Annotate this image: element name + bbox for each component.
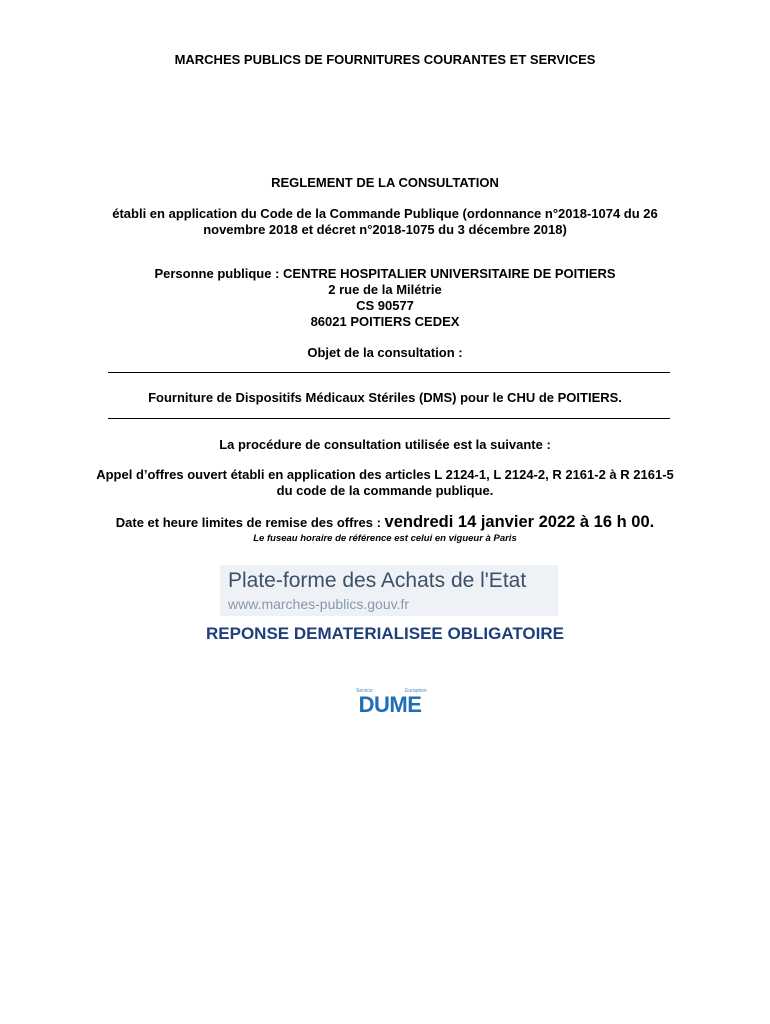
dume-logo [353, 688, 427, 718]
document-title: REGLEMENT DE LA CONSULTATION [271, 175, 499, 190]
mandatory-electronic-response: REPONSE DEMATERIALISEE OBLIGATOIRE [206, 624, 564, 643]
timezone-note: Le fuseau horaire de référence est celui en vigueur à Paris [253, 533, 517, 544]
dume-logo-text: DUME [358, 692, 422, 717]
procedure-line-1: Appel d’offres ouvert établi en application des articles L 2124-1, L 2124-2, R 2161-2 à R 2161-5 [96, 467, 674, 482]
legal-basis-line-1: établi en application du Code de la Commande Publique (ordonnance n°2018-1074 du 26 [112, 206, 658, 221]
deadline-label: Date et heure limites de remise des offres : [115, 515, 385, 530]
buyer-street: 2 rue de la Milétrie [328, 282, 442, 297]
divider-bottom [108, 418, 670, 419]
deadline-value: vendredi 14 janvier 2022 à 16 h 00. [384, 513, 655, 531]
object-label: Objet de la consultation : [307, 345, 463, 360]
platform-url: www.marches-publics.gouv.fr [228, 596, 410, 612]
buyer-po-box: CS 90577 [356, 298, 414, 313]
document-header: MARCHES PUBLICS DE FOURNITURES COURANTES ET SERVICES [174, 52, 596, 67]
dume-logo-small-left: Service [356, 688, 373, 694]
object-text: Fourniture de Dispositifs Médicaux Stériles (DMS) pour le CHU de POITIERS. [148, 390, 622, 405]
legal-basis-line-2: novembre 2018 et décret n°2018-1075 du 3 décembre 2018) [203, 222, 567, 237]
divider-top [108, 372, 670, 373]
deadline [0, 514, 770, 531]
buyer-city: 86021 POITIERS CEDEX [310, 314, 460, 329]
procedure-label: La procédure de consultation utilisée est la suivante : [219, 437, 551, 452]
buyer-name: Personne publique : CENTRE HOSPITALIER UNIVERSITAIRE DE POITIERS [154, 266, 616, 281]
platform-title: Plate-forme des Achats de l'Etat [228, 569, 527, 592]
dume-logo-small-right: Européen [405, 688, 427, 694]
platform-banner[interactable] [220, 565, 558, 616]
procedure-line-2: du code de la commande publique. [276, 483, 494, 498]
